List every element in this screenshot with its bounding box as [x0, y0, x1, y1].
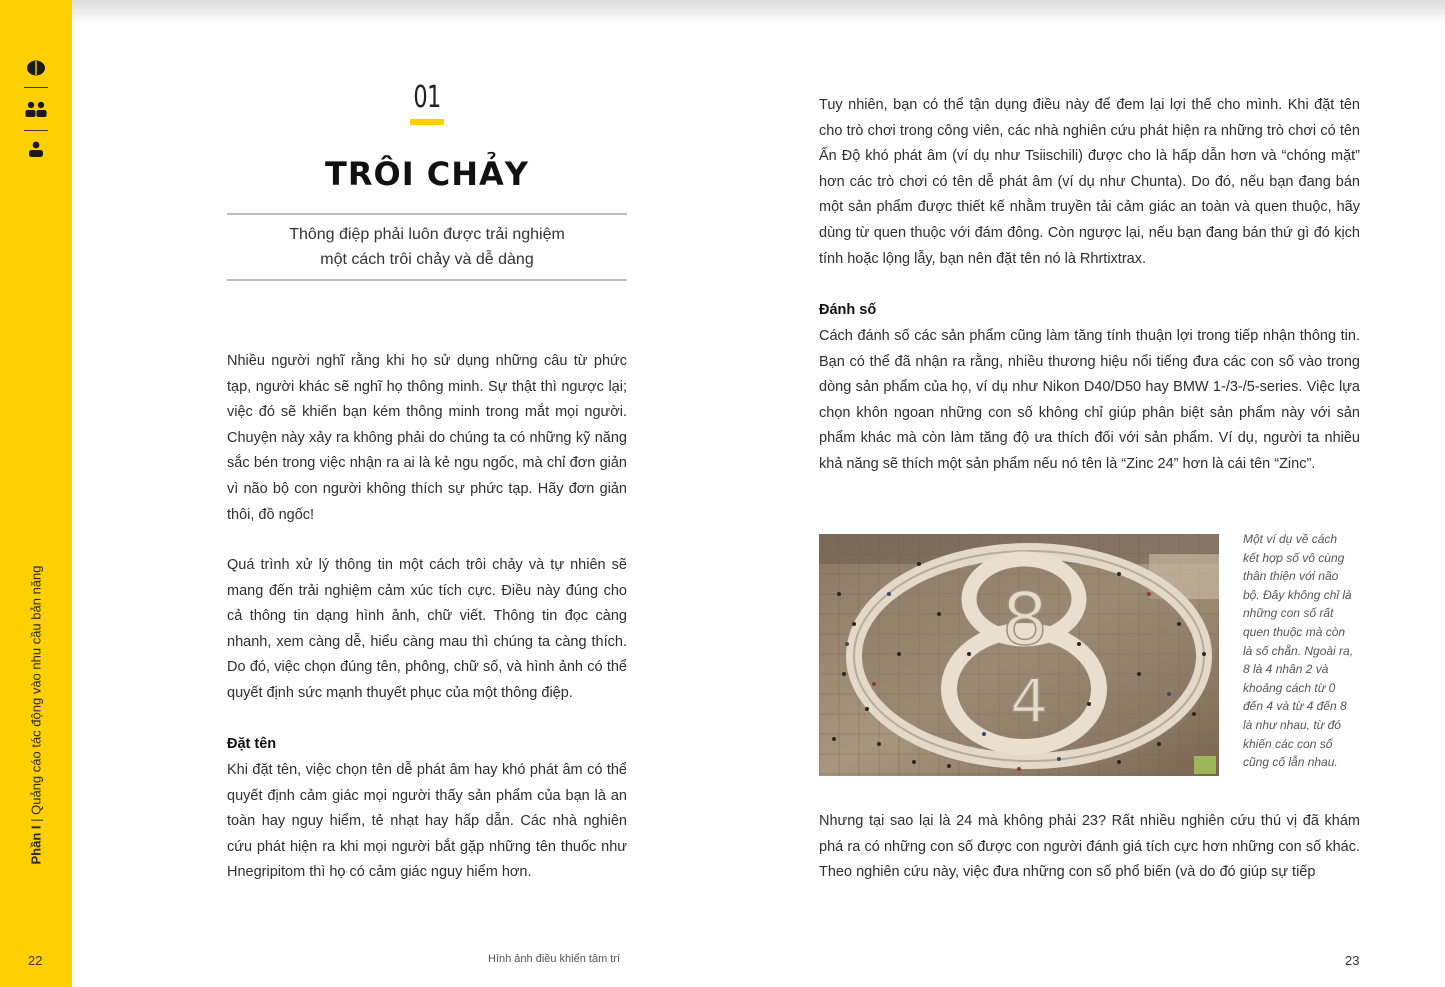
photo-84-installation: [819, 534, 1219, 776]
digit-eight: 8: [1002, 577, 1048, 661]
book-title-footer: Hình ảnh điều khiển tâm trí: [488, 953, 621, 965]
chapter-accent-bar: [410, 119, 444, 125]
digit-four: 4: [1010, 667, 1049, 737]
sidebar: [0, 0, 72, 987]
left-paragraph-2: Quá trình xử lý thông tin một cách trôi chảy và tự nhiên sẽ mang đến trải nghiệm cảm xúc tích cực. Điều này đúng cho cả thông tin dạng hình ảnh, chữ viết. Thông tin đọc càng nhanh, xem càng dễ, hiểu càng mau thì chúng ta càng thích. Do đó, việc chọn đúng tên, phông, chữ số, và hình ảnh có thể quyết định sức mạnh thuyết phục của một thông điệp.: [227, 557, 627, 701]
part-title: Quảng cáo tác động vào nhu cầu bản năng: [28, 565, 44, 815]
subtitle-line-2: một cách trôi chảy và dễ dàng: [320, 251, 534, 268]
subtitle-bottom-rule: [227, 279, 627, 281]
left-paragraph-3: Khi đặt tên, việc chọn tên dễ phát âm hay khó phát âm có thể quyết định cảm giác mọi người thấy sản phẩm của bạn là an toàn hay nguy hiểm, tẻ nhạt hay hấp dẫn. Các nhà nghiên cứu phát hiện ra khi mọi người bắt gặp những tên thuốc như Hnegripitom thì họ có cảm giác nguy hiểm hơn.: [227, 762, 627, 881]
top-shadow: [72, 0, 1445, 24]
heading-naming: Đặt tên: [227, 736, 277, 752]
group-icon: [24, 99, 48, 119]
person-icon: [24, 139, 48, 159]
photo-illustration: [819, 534, 1219, 776]
subtitle-line-1: Thông điệp phải luôn được trải nghiệm: [289, 226, 565, 243]
part-label: Phần I: [28, 825, 44, 865]
brain-icon: [24, 58, 48, 78]
left-paragraph-1: Nhiều người nghĩ rằng khi họ sử dụng những câu từ phức tạp, người khác sẽ nghĩ họ thông minh. Sự thật thì ngược lại; việc đó sẽ khiến bạn kém thông minh trong mắt mọi người. Chuyện này xảy ra không phải do chúng ta có những kỹ năng sắc bén trong việc nhận ra ai là kẻ ngu ngốc, mà chỉ đơn giản vì não bộ con người không thích sự phức tạp. Hãy đơn giản thôi, đồ ngốc!: [227, 353, 627, 523]
page-number-left: 22: [28, 953, 43, 968]
chapter-number: 01: [413, 80, 441, 115]
part-title-vertical: Phần I | Quảng cáo tác động vào nhu cầu bản năng: [28, 565, 44, 865]
right-paragraph-1: Tuy nhiên, bạn có thể tận dụng điều này để đem lại lợi thế cho mình. Khi đặt tên cho trò chơi trong công viên, các nhà nghiên cứu phát hiện ra những trò chơi có tên Ấn Độ khó phát âm (ví dụ như Tsiischili) được cho là hấp dẫn hơn và “chóng mặt” hơn các trò chơi có tên dễ phát âm (ví dụ như Chunta). Do đó, nếu bạn đang bán một sản phẩm được thiết kế nhằm truyền tải cảm giác an toàn và quen thuộc, hãy dùng từ quen thuộc với đám đông. Còn ngược lại, nếu bạn đang bán thứ gì đó kịch tính hoặc lộng lẫy, bạn nên đặt tên nó là Rhrtixtrax.: [819, 97, 1360, 267]
subtitle-top-rule: [227, 213, 627, 215]
right-paragraph-3: Nhưng tại sao lại là 24 mà không phải 23? Rất nhiều nghiên cứu thú vị đã khám phá ra có những con số được con người đánh giá tích cực hơn những con số khác. Theo nghiên cứu này, việc đưa những con số phổ biến (và do đó giúp sự tiếp: [819, 813, 1360, 881]
sidebar-divider: [24, 87, 48, 88]
sidebar-divider: [24, 130, 48, 131]
image-caption: Một ví dụ về cách kết hợp số vô cùng thân thiện với não bộ. Đây không chỉ là những con số rất quen thuộc mà còn là số chẵn. Ngoài ra, 8 là 4 nhân 2 và khoảng cách từ 0 đến 4 và từ 4 đến 8 là như nhau, từ đó khiến các con số cũng cố lẫn nhau.: [1243, 532, 1354, 770]
chapter-subtitle: [227, 222, 627, 272]
chapter-title: TRÔI CHẢY: [325, 155, 529, 193]
right-paragraph-2: Cách đánh số các sản phẩm cũng làm tăng tính thuận lợi trong tiếp nhận thông tin. Bạn có thể đã nhận ra rằng, nhiều thương hiệu nổi tiếng đưa các con số vào trong dòng sản phẩm của họ, ví dụ như Nikon D40/D50 hay BMW 1-/3-/5-series. Việc lựa chọn khôn ngoan những con số không chỉ giúp phân biệt sản phẩm này với sản phẩm khác mà còn làm tăng độ ưa thích đối với sản phẩm. Ví dụ, người ta nhiều khả năng sẽ thích một sản phẩm nếu nó tên là “Zinc 24” hơn là cái tên “Zinc”.: [819, 328, 1360, 472]
page-number-right: 23: [1345, 953, 1360, 968]
heading-numbering: Đánh số: [819, 302, 877, 318]
